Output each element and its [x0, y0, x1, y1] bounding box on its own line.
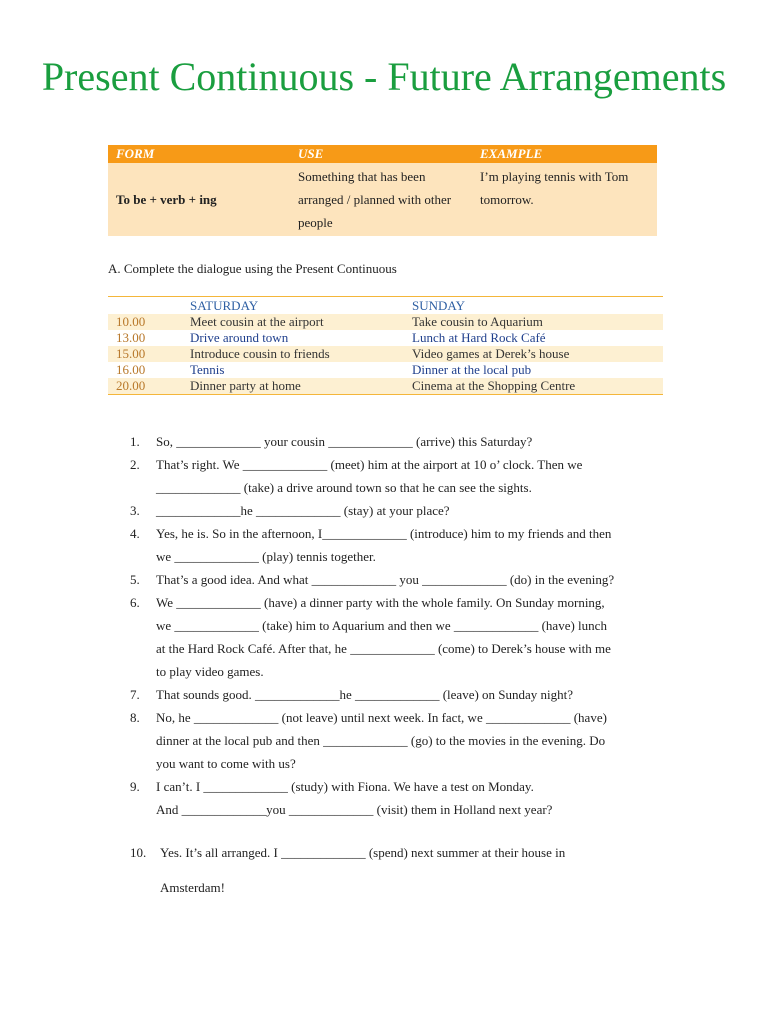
schedule-time: 15.00 — [108, 346, 182, 362]
form-table-row — [108, 163, 657, 236]
sunday-header: SUNDAY — [412, 297, 465, 313]
question-number: 9. — [130, 779, 140, 794]
question-item — [130, 775, 670, 821]
question-line: So, _____________ your cousin _____________ (arrive) this Saturday? — [156, 434, 533, 449]
question-text — [156, 706, 670, 775]
question-line: to play video games. — [156, 664, 264, 679]
question-item — [130, 706, 670, 775]
question-item — [130, 683, 670, 706]
schedule-table — [108, 296, 663, 395]
question-line: That’s a good idea. And what _____________ you _____________ (do) in the evening? — [156, 572, 615, 587]
sunday-activity: Dinner at the local pub — [412, 362, 532, 377]
question-item — [130, 591, 670, 683]
question-number: 8. — [130, 710, 140, 725]
question-number: 2. — [130, 457, 140, 472]
question-item — [130, 522, 670, 568]
question-text — [156, 683, 670, 706]
sunday-activity: Take cousin to Aquarium — [404, 314, 663, 330]
question-line: Yes. It’s all arranged. I _____________ (spend) next summer at their house in — [160, 845, 566, 860]
page-title: Present Continuous - Future Arrangements — [41, 54, 727, 99]
question-text — [156, 775, 670, 821]
question-line: Amsterdam! — [160, 880, 225, 895]
saturday-activity: Introduce cousin to friends — [182, 346, 404, 362]
question-item — [130, 568, 670, 591]
form-header: FORM — [108, 145, 290, 163]
schedule-row — [108, 378, 663, 395]
saturday-activity: Drive around town — [190, 330, 289, 345]
saturday-header: SATURDAY — [190, 297, 259, 313]
question-number: 4. — [130, 526, 140, 541]
question-line: That sounds good. _____________he _____________ (leave) on Sunday night? — [156, 687, 574, 702]
question-text — [160, 835, 670, 905]
question-number: 1. — [130, 434, 140, 449]
question-text — [156, 591, 670, 683]
question-number: 5. — [130, 572, 140, 587]
question-item — [130, 835, 670, 905]
schedule-time-header — [108, 297, 182, 315]
question-line: Yes, he is. So in the afternoon, I_____________ (introduce) him to my friends and then — [156, 526, 612, 541]
question-line: _____________ (take) a drive around town so that he can see the sights. — [156, 480, 532, 495]
form-cell: To be + verb + ing — [108, 163, 290, 236]
schedule-time: 10.00 — [108, 314, 182, 330]
schedule-row — [108, 346, 663, 362]
form-table-header-row — [108, 145, 657, 163]
question-line: We _____________ (have) a dinner party with the whole family. On Sunday morning, — [156, 595, 605, 610]
question-number: 3. — [130, 503, 140, 518]
question-text — [156, 568, 670, 591]
use-header: USE — [290, 145, 472, 163]
question-line: I can’t. I _____________ (study) with Fiona. We have a test on Monday. — [156, 779, 534, 794]
schedule-row — [108, 330, 663, 346]
schedule-time: 20.00 — [108, 378, 182, 395]
form-use-example-table — [108, 145, 657, 236]
schedule-row — [108, 362, 663, 378]
saturday-activity: Meet cousin at the airport — [182, 314, 404, 330]
question-line: And _____________you _____________ (visit) them in Holland next year? — [156, 802, 553, 817]
question-item — [130, 499, 670, 522]
question-text — [156, 430, 670, 453]
example-cell: I’m playing tennis with Tom tomorrow. — [472, 163, 657, 236]
question-line: No, he _____________ (not leave) until next week. In fact, we _____________ (have) — [156, 710, 607, 725]
sunday-activity: Video games at Derek’s house — [404, 346, 663, 362]
question-number: 7. — [130, 687, 140, 702]
question-line: That’s right. We _____________ (meet) him at the airport at 10 o’ clock. Then we — [156, 457, 583, 472]
use-cell: Something that has been arranged / planned with other people — [290, 163, 472, 236]
question-text — [156, 453, 670, 499]
question-item — [130, 430, 670, 453]
question-number: 6. — [130, 595, 140, 610]
schedule-time: 16.00 — [116, 362, 146, 377]
sunday-activity: Cinema at the Shopping Centre — [404, 378, 663, 395]
question-text — [156, 499, 670, 522]
question-line: at the Hard Rock Café. After that, he _____________ (come) to Derek’s house with me — [156, 641, 611, 656]
exercise-instruction: A. Complete the dialogue using the Present Continuous — [108, 261, 397, 276]
question-list — [130, 430, 670, 905]
sunday-activity: Lunch at Hard Rock Café — [412, 330, 546, 345]
saturday-activity: Tennis — [190, 362, 225, 377]
question-line: dinner at the local pub and then _____________ (go) to the movies in the evening. Do — [156, 733, 606, 748]
schedule-row — [108, 314, 663, 330]
example-header: EXAMPLE — [472, 145, 657, 163]
question-line: we _____________ (play) tennis together. — [156, 549, 376, 564]
question-text — [156, 522, 670, 568]
schedule-time: 13.00 — [116, 330, 146, 345]
question-line: you want to come with us? — [156, 756, 296, 771]
question-number: 10. — [130, 845, 147, 860]
question-line: _____________he _____________ (stay) at your place? — [156, 503, 450, 518]
question-item — [130, 453, 670, 499]
schedule-header-row — [108, 297, 663, 315]
question-line: we _____________ (take) him to Aquarium and then we _____________ (have) lunch — [156, 618, 607, 633]
saturday-activity: Dinner party at home — [182, 378, 404, 395]
